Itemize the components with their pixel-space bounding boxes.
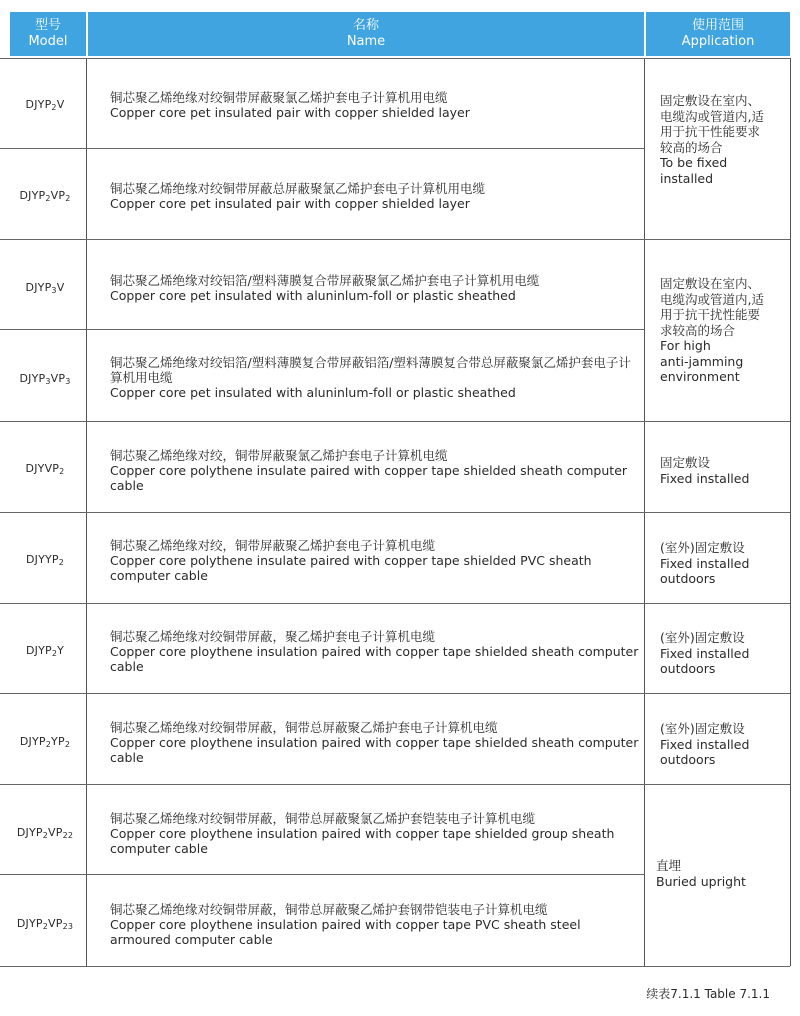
- name-cell: 铜芯聚乙烯绝缘对绞铜带屏蔽，铜带总屏蔽聚乙烯护套电子计算机电缆 Copper core ploythene insulation paired with copper tape shielded sheath computer cable: [110, 720, 639, 765]
- column-divider: [790, 58, 791, 966]
- row-divider: [0, 966, 790, 967]
- application-cell: 固定敷设 Fixed installed: [660, 455, 750, 486]
- header-app-zh: 使用范围: [691, 18, 744, 33]
- header-application: [646, 12, 790, 56]
- name-cell: 铜芯聚乙烯绝缘对绞铝箔/塑料薄膜复合带屏蔽铝箔/塑料薄膜复合带总屏蔽聚氯乙烯护套电子计算机用电缆 Copper core pet insulated with aluninlum-foll or plastic sheathed: [110, 355, 631, 400]
- name-cell: 铜芯聚乙烯绝缘对绞铜带屏蔽，聚乙烯护套电子计算机电缆 Copper core ploythene insulation paired with copper tape shielded sheath computer cable: [110, 629, 639, 674]
- application-cell: (室外)固定敷设 Fixed installed outdoors: [660, 721, 750, 767]
- name-cell: 铜芯聚乙烯绝缘对绞铜带屏蔽，铜带总屏蔽聚氯乙烯护套铠装电子计算机电缆 Copper core ploythene insulation paired with copper tape shielded group sheath computer cable: [110, 811, 615, 856]
- row-divider: [0, 784, 790, 785]
- row-divider: [0, 874, 645, 875]
- row-divider: [0, 329, 645, 330]
- header-model: [10, 12, 86, 56]
- model-cell: $DJYP_2Y$: [25, 644, 65, 658]
- application-cell: (室外)固定敷设 Fixed installed outdoors: [660, 540, 750, 586]
- row-divider: [0, 58, 790, 59]
- name-cell: 铜芯聚乙烯绝缘对绞，铜带屏蔽聚乙烯护套电子计算机电缆 Copper core polythene insulate paired with copper tape shielded PVC sheath computer cable: [110, 538, 592, 583]
- model-cell: $DJYP_3V$: [25, 281, 65, 295]
- row-divider: [0, 148, 645, 149]
- name-cell: 铜芯聚乙烯绝缘对绞铝箔/塑料薄膜复合带屏蔽聚氯乙烯护套电子计算机用电缆 Copper core pet insulated with aluninlum-foll or plastic sheathed: [110, 273, 540, 303]
- model-cell: $DJYP_2VP_2$: [19, 189, 71, 203]
- model-cell: $DJYP_2V$: [25, 98, 65, 112]
- header-app-en: Application: [681, 34, 755, 49]
- model-cell: $DJYP_2YP_2$: [19, 735, 71, 749]
- row-divider: [0, 421, 790, 422]
- row-divider: [0, 239, 790, 240]
- table-caption: 续表7.1.1 Table 7.1.1: [646, 987, 770, 1001]
- name-cell: 铜芯聚乙烯绝缘对绞铜带屏蔽，铜带总屏蔽聚乙烯护套钢带铠装电子计算机电缆 Copper core ploythene insulation paired with copper tape PVC sheath steel armoured computer cable: [110, 902, 581, 947]
- header-name-en: Name: [346, 34, 386, 49]
- model-cell: $DJYYP_2$: [25, 553, 65, 567]
- application-cell: 固定敷设在室内、 电缆沟或管道内,适 用于抗干扰性能要 求较高的场合 For high anti-jamming environment: [660, 276, 764, 384]
- model-cell: $DJYP_2VP_{22}$: [16, 826, 74, 840]
- row-divider: [0, 512, 790, 513]
- model-cell: $DJYP_3VP_3$: [19, 372, 71, 386]
- row-divider: [0, 693, 790, 694]
- row-divider: [0, 603, 790, 604]
- application-cell: 直埋 Buried upright: [656, 858, 746, 889]
- model-cell: $DJYVP_2$: [25, 462, 65, 476]
- model-cell: $DJYP_2VP_{23}$: [16, 917, 74, 931]
- application-cell: 固定敷设在室内、 电缆沟或管道内,适 用于抗干性能要求 较高的场合 To be fixed installed: [660, 93, 764, 186]
- name-cell: 铜芯聚乙烯绝缘对绞铜带屏蔽聚氯乙烯护套电子计算机用电缆 Copper core pet insulated pair with copper shielded layer: [110, 90, 470, 120]
- header-model-en: Model: [28, 34, 68, 49]
- header-name: [88, 12, 644, 56]
- name-cell: 铜芯聚乙烯绝缘对绞铜带屏蔽总屏蔽聚氯乙烯护套电子计算机用电缆 Copper core pet insulated pair with copper shielded layer: [110, 181, 486, 211]
- application-cell: (室外)固定敷设 Fixed installed outdoors: [660, 630, 750, 676]
- header-model-zh: 型号: [34, 18, 61, 33]
- name-cell: 铜芯聚乙烯绝缘对绞，铜带屏蔽聚氯乙烯护套电子计算机电缆 Copper core polythene insulate paired with copper tape shielded sheath computer cable: [110, 448, 628, 493]
- header-name-zh: 名称: [352, 18, 379, 33]
